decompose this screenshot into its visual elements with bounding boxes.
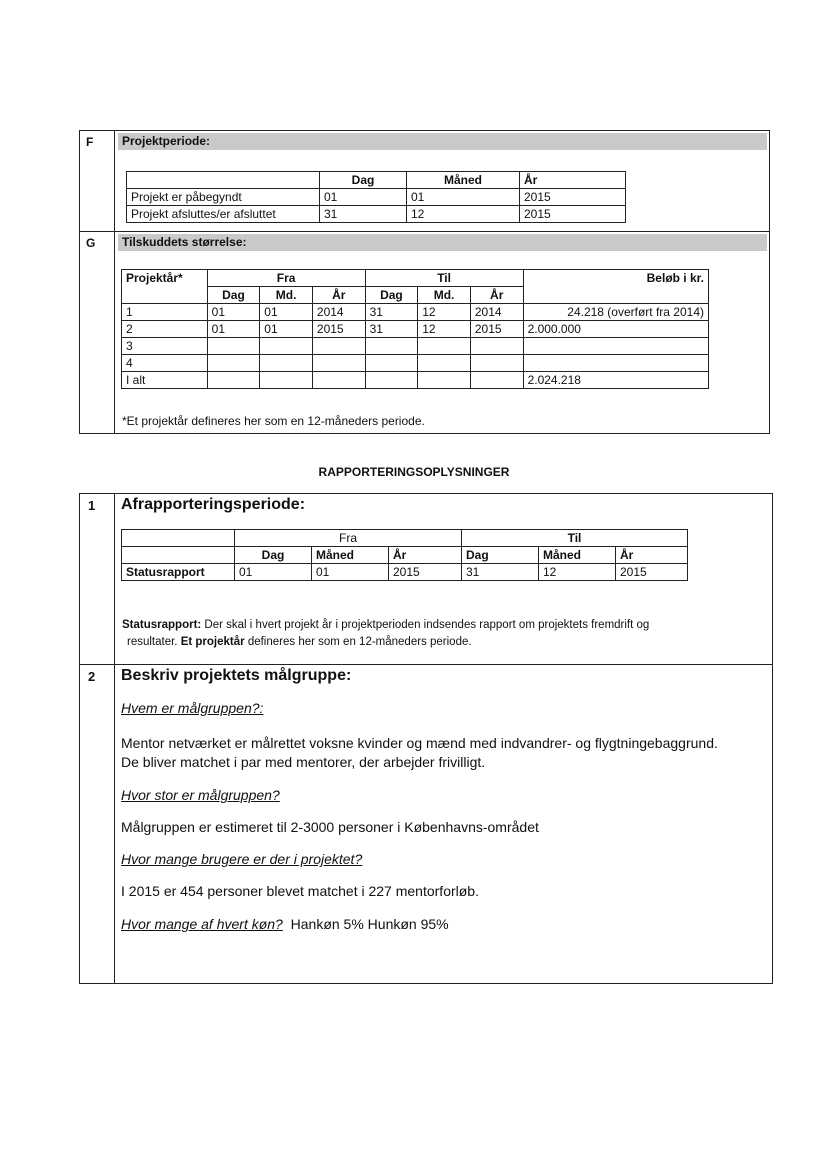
table-row — [122, 321, 709, 338]
header-fra: Fra — [235, 530, 462, 547]
cell-maaned: 01 — [407, 189, 520, 206]
header-aar: År — [520, 172, 626, 189]
table-row — [122, 564, 688, 581]
cell-projektar: I alt — [122, 372, 208, 389]
cell-fra-maaned: 01 — [312, 564, 389, 581]
status-note-line2 — [127, 636, 472, 648]
cell-projektar: 4 — [122, 355, 208, 372]
cell-dag: 01 — [320, 189, 407, 206]
cell-til-dag — [365, 338, 418, 355]
grant-footnote: *Et projektår defineres her som en 12-måneders periode. — [122, 414, 425, 428]
cell-fra-aar — [312, 338, 365, 355]
cell-projektar: 3 — [122, 338, 208, 355]
cell-projektar: 1 — [122, 304, 208, 321]
section-g-title: Tilskuddets størrelse: — [118, 234, 767, 251]
cell-belob — [523, 355, 708, 372]
section-2-title: Beskriv projektets målgruppe: — [121, 667, 352, 684]
cell-fra-md — [260, 355, 313, 372]
cell-fra-aar — [312, 355, 365, 372]
header-projektar: Projektår* — [122, 270, 208, 304]
letter-column-divider — [114, 130, 115, 433]
cell-til-md — [418, 372, 471, 389]
answer-group-size: Målgruppen er estimeret til 2-3000 personer i Københavns-området — [121, 819, 539, 835]
cell-fra-aar: 2014 — [312, 304, 365, 321]
question-gender: Hvor mange af hvert køn? — [121, 916, 283, 932]
cell-aar: 2015 — [520, 189, 626, 206]
cell-fra-dag: 01 — [207, 304, 260, 321]
question-target-group: Hvem er målgruppen?: — [121, 700, 264, 716]
cell-fra-dag — [207, 372, 260, 389]
section-number-1: 1 — [88, 498, 96, 513]
cell-til-aar — [470, 338, 523, 355]
header-blank — [122, 530, 235, 547]
section-letter-g: G — [86, 236, 96, 250]
cell-til-maaned: 12 — [539, 564, 616, 581]
section-number-2: 2 — [88, 669, 96, 684]
header-belob: Beløb i kr. — [523, 270, 708, 304]
cell-fra-aar: 2015 — [312, 321, 365, 338]
sub-md: Md. — [260, 287, 313, 304]
cell-fra-md — [260, 372, 313, 389]
cell-belob: 24.218 (overført fra 2014) — [523, 304, 708, 321]
section-letter-f: F — [86, 135, 94, 149]
cell-til-aar: 2015 — [470, 321, 523, 338]
cell-til-dag — [365, 355, 418, 372]
sub-dag: Dag — [207, 287, 260, 304]
cell-til-aar — [470, 355, 523, 372]
cell-til-aar: 2014 — [470, 304, 523, 321]
header-dag: Dag — [320, 172, 407, 189]
reporting-period-table — [121, 529, 688, 581]
project-period-table — [126, 171, 626, 223]
cell-til-md — [418, 338, 471, 355]
answer-target-group-line1: Mentor netværket er målrettet voksne kvinder og mænd med indvandrer- og flygtningebaggrund. — [121, 735, 718, 751]
cell-til-aar — [470, 372, 523, 389]
header-til: Til — [365, 270, 523, 287]
status-note-label: Statusrapport: — [122, 619, 202, 631]
table-row — [122, 355, 709, 372]
cell-fra-aar — [312, 372, 365, 389]
cell-aar: 2015 — [520, 206, 626, 223]
cell-fra-dag: 01 — [235, 564, 312, 581]
row-label: Projekt afsluttes/er afsluttet — [127, 206, 320, 223]
table-row — [122, 372, 709, 389]
table-row — [127, 206, 626, 223]
cell-til-dag: 31 — [365, 304, 418, 321]
cell-fra-md: 01 — [260, 304, 313, 321]
answer-target-group-line2: De bliver matchet i par med mentorer, der arbejder frivilligt. — [121, 754, 486, 770]
table-row — [122, 304, 709, 321]
sub-dag: Dag — [462, 547, 539, 564]
answer-user-count: I 2015 er 454 personer blevet matchet i 227 mentorforløb. — [121, 883, 479, 899]
sub-maaned: Måned — [539, 547, 616, 564]
cell-til-md: 12 — [418, 321, 471, 338]
section-f-title: Projektperiode: — [118, 133, 767, 150]
status-note-text: defineres her som en 12-måneders periode. — [244, 636, 472, 648]
section-1-title: Afrapporteringsperiode: — [121, 496, 306, 513]
cell-til-dag: 31 — [365, 321, 418, 338]
cell-belob: 2.024.218 — [523, 372, 708, 389]
cell-maaned: 12 — [407, 206, 520, 223]
sub-dag: Dag — [365, 287, 418, 304]
gender-line — [121, 914, 449, 935]
cell-fra-md: 01 — [260, 321, 313, 338]
cell-til-dag: 31 — [462, 564, 539, 581]
status-note-text: Der skal i hvert projekt år i projektperioden indsendes rapport om projektets fremdrift og — [201, 619, 650, 631]
fg-divider — [79, 231, 769, 232]
cell-projektar: 2 — [122, 321, 208, 338]
cell-fra-md — [260, 338, 313, 355]
status-note-line1 — [122, 619, 649, 631]
header-blank — [122, 547, 235, 564]
status-note-text: resultater. — [127, 636, 181, 648]
table-row — [127, 189, 626, 206]
cell-belob: 2.000.000 — [523, 321, 708, 338]
answer-gender: Hankøn 5% Hunkøn 95% — [290, 916, 449, 932]
cell-til-dag — [365, 372, 418, 389]
cell-fra-aar: 2015 — [389, 564, 462, 581]
sub-aar: År — [616, 547, 688, 564]
sub-aar: År — [312, 287, 365, 304]
section-12-divider — [79, 664, 772, 665]
cell-dag: 31 — [320, 206, 407, 223]
sub-maaned: Måned — [312, 547, 389, 564]
question-group-size: Hvor stor er målgruppen? — [121, 787, 280, 803]
header-til: Til — [462, 530, 688, 547]
cell-fra-dag — [207, 338, 260, 355]
question-user-count: Hvor mange brugere er der i projektet? — [121, 851, 363, 867]
cell-fra-dag — [207, 355, 260, 372]
sub-md: Md. — [418, 287, 471, 304]
header-fra: Fra — [207, 270, 365, 287]
cell-til-md: 12 — [418, 304, 471, 321]
report-heading: RAPPORTERINGSOPLYSNINGER — [318, 465, 510, 479]
number-column-divider — [114, 493, 115, 983]
cell-til-md — [418, 355, 471, 372]
cell-til-aar: 2015 — [616, 564, 688, 581]
cell-belob — [523, 338, 708, 355]
status-note-label: Et projektår — [180, 636, 245, 648]
sub-aar: År — [470, 287, 523, 304]
cell-fra-dag: 01 — [207, 321, 260, 338]
sub-dag: Dag — [235, 547, 312, 564]
sub-aar: År — [389, 547, 462, 564]
header-maaned: Måned — [407, 172, 520, 189]
row-label: Statusrapport — [122, 564, 235, 581]
header-blank — [127, 172, 320, 189]
row-label: Projekt er påbegyndt — [127, 189, 320, 206]
table-row — [122, 338, 709, 355]
grant-size-table — [121, 269, 709, 389]
